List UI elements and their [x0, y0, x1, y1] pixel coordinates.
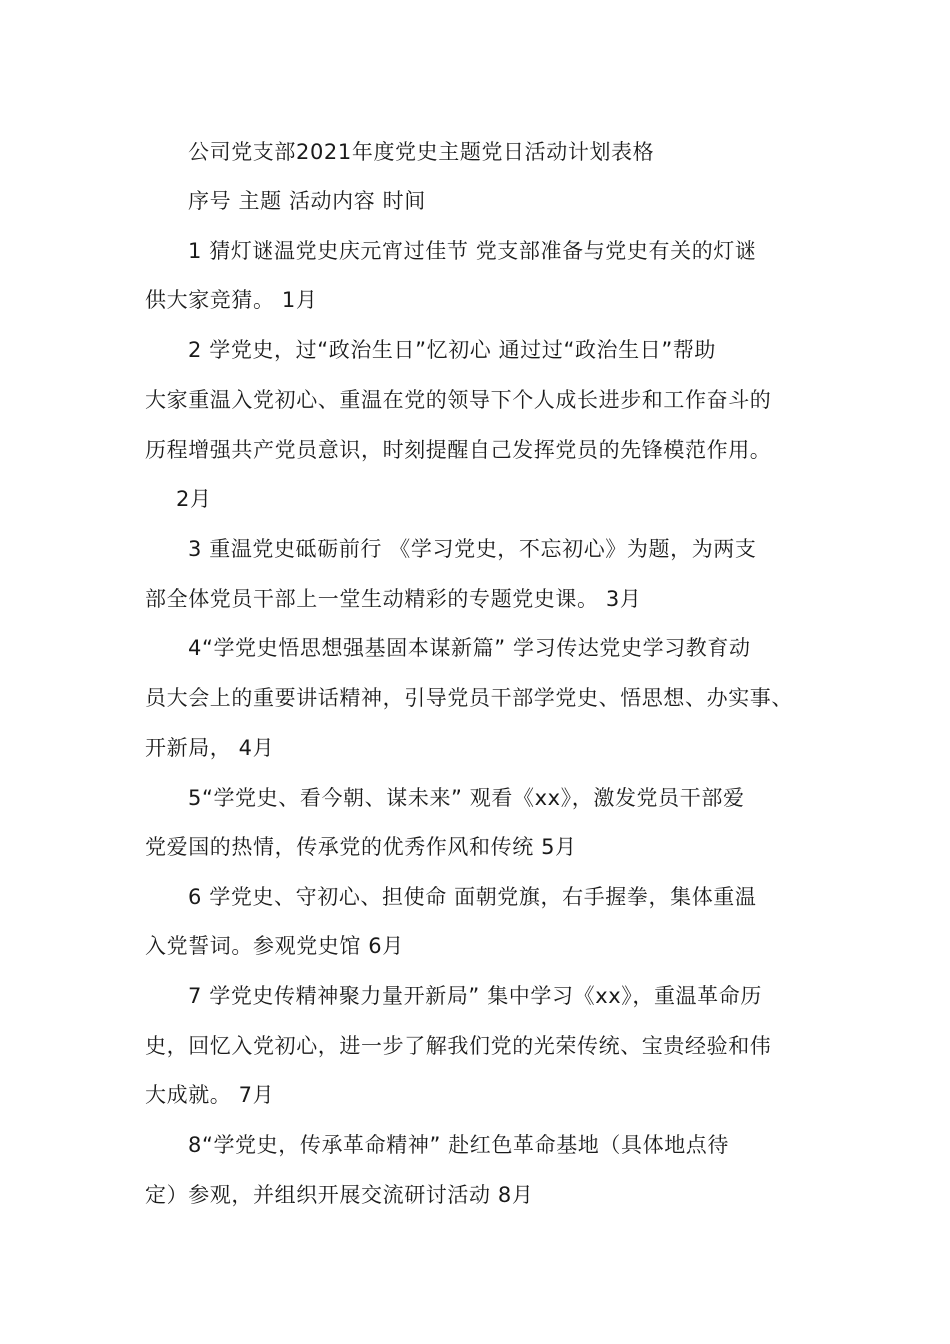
- text-line: 员大会上的重要讲话精神，引导党员干部学党史、悟思想、办实事、: [145, 686, 793, 710]
- text-line: 党爱国的热情，传承党的优秀作风和传统 5月: [145, 835, 577, 859]
- text-line: 6 学党史、守初心、担使命 面朝党旗，右手握拳，集体重温: [188, 885, 757, 909]
- text-line: 大成就。 7月: [145, 1083, 275, 1107]
- table-header-row: 序号 主题 活动内容 时间: [188, 189, 426, 213]
- text-line: 4“学党史悟思想强基固本谋新篇” 学习传达党史学习教育动: [188, 636, 751, 660]
- text-line: 8“学党史，传承革命精神” 赴红色革命基地（具体地点待: [188, 1133, 729, 1157]
- text-line: 7 学党史传精神聚力量开新局” 集中学习《xx》，重温革命历: [188, 984, 762, 1008]
- text-line: 史，回忆入党初心，进一步了解我们党的光荣传统、宝贵经验和伟: [145, 1034, 772, 1058]
- text-line: 历程增强共产党员意识，时刻提醒自己发挥党员的先锋模范作用。: [145, 438, 772, 462]
- document-title: 公司党支部2021年度党史主题党日活动计划表格: [188, 140, 655, 164]
- text-line: 部全体党员干部上一堂生动精彩的专题党史课。 3月: [145, 587, 642, 611]
- text-line: 开新局， 4月: [145, 736, 275, 760]
- text-line: 大家重温入党初心、重温在党的领导下个人成长进步和工作奋斗的: [145, 388, 772, 412]
- text-line: 入党誓词。参观党史馆 6月: [145, 934, 404, 958]
- text-line: 3 重温党史砥砺前行 《学习党史，不忘初心》为题，为两支: [188, 537, 757, 561]
- text-line: 2 学党史，过“政治生日”忆初心 通过过“政治生日”帮助: [188, 338, 717, 362]
- text-line: 供大家竞猜。 1月: [145, 288, 318, 312]
- text-line: 定）参观，并组织开展交流研讨活动 8月: [145, 1183, 534, 1207]
- text-line: 5“学党史、看今朝、谋未来” 观看《xx》，激发党员干部爱: [188, 786, 745, 810]
- text-line: 2月: [176, 487, 212, 511]
- text-line: 1 猜灯谜温党史庆元宵过佳节 党支部准备与党史有关的灯谜: [188, 239, 757, 263]
